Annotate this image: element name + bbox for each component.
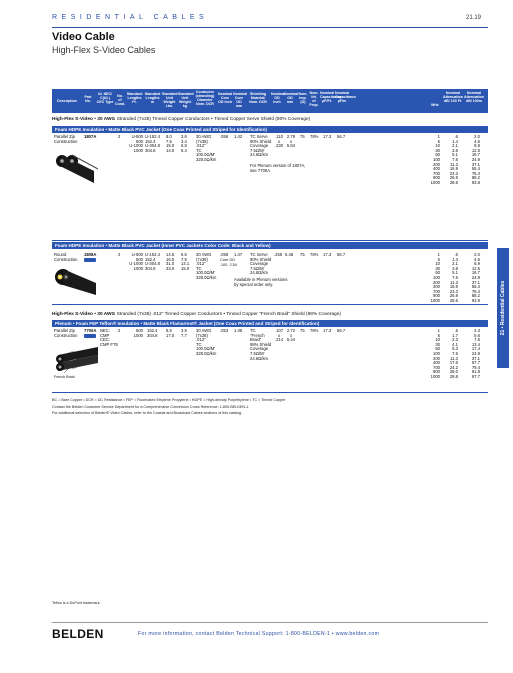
part-number: 1807A — [84, 134, 97, 139]
col-core-od-mm: Nominal Core OD mm — [233, 92, 248, 108]
block-divider — [52, 304, 488, 305]
velocity-prop: 78% — [310, 252, 319, 257]
lengths-m: U-152.4 152.4 U-304.8 304.8 — [145, 134, 160, 153]
section-heading-rest: Stranded (7x38) .012" Tinned Copper Conductors • Tinned Copper "French Braid" Shield (98% Coverage) — [115, 312, 341, 317]
impedance: 75 — [300, 328, 305, 333]
weight-lbs: 14.5 16.5 31.0 33.0 — [166, 252, 175, 271]
cable-illustration — [54, 267, 98, 297]
note: Available in Plenum versions by special order only. — [234, 277, 288, 287]
core-od-inch: .056 — [220, 134, 229, 139]
col-ul-type: UL NEC/ C(UL) CEC Type — [96, 92, 114, 104]
belden-logo: BELDEN — [52, 627, 104, 641]
section-header: RESIDENTIAL CABLES — [52, 14, 209, 21]
availability-tag — [84, 334, 96, 338]
table-header — [52, 89, 488, 113]
impedance: 75 — [300, 252, 305, 257]
col-vel-prop: Nom. Vel. of Prop. — [309, 91, 319, 107]
col-core-od-inch: Nominal Core OD Inch — [218, 92, 233, 104]
product-row-7700A — [52, 329, 488, 379]
weight-kg: 6.6 7.5 14.1 15.0 — [181, 252, 190, 271]
velocity-prop: 78% — [310, 134, 319, 139]
col-part-no: Part No. — [84, 95, 92, 103]
frequency-mhz: 1 5 10 30 50 100 200 400 700 900 1000 — [430, 252, 440, 303]
description: Round Construction — [54, 252, 78, 262]
page-number: 21.19 — [466, 15, 482, 21]
trademark-note: Teflon is a DuPont trademark. — [52, 601, 101, 605]
od-inch: .107 x .214 — [274, 328, 284, 343]
section-side-tab — [497, 248, 509, 368]
section-heading-rest: Stranded (7x38) Tinned Copper Conductors • Tinned Copper Serve Shield (90% Coverage) — [115, 117, 311, 122]
capacitance-pf-m: 56.7 — [337, 134, 346, 139]
col-od-mm: Nominal OD mm — [284, 92, 299, 104]
section-heading — [52, 117, 488, 122]
attenuation-db-100ft: .6 1.4 2.1 3.8 5.1 7.6 11.3 16.9 23.3 26.9 28.6 — [449, 252, 458, 303]
attenuation-db-100m: 2.3 5.6 7.5 13.4 17.4 24.9 37.1 57.7 79.4 91.8 97.7 — [471, 328, 480, 379]
page-title: Video Cable — [52, 31, 115, 43]
conductor-spec: 30 AWG (7x38) .012" TC 100.0Ω/M' 328.0Ω/km — [196, 328, 217, 356]
product-row-1808A — [52, 253, 488, 301]
frequency-mhz: 1 5 10 30 50 100 200 400 700 900 1000 — [430, 134, 440, 185]
core-od-extra: Core OD .100 2.54 — [220, 258, 237, 267]
col-cap-pf-ft: Nominal Capacitance pF/Ft. — [320, 91, 342, 103]
section-heading-bold: High-Flex S-Video • 30 AWG — [52, 312, 116, 317]
conductor-count: 2 — [118, 328, 121, 333]
shielding: TC "French Braid" 98% Shield Coverage 7.5Ω/M' 24.6Ω/km — [250, 328, 272, 361]
capacitance-pf-ft: 17.3 — [323, 328, 332, 333]
col-atten-ft: Nominal Attenuation dB/ 100 Ft. — [443, 91, 463, 103]
section-heading-bold: High-Flex S-Video • 30 AWG — [52, 117, 116, 122]
lengths-ft: U-500 500 U-1000 1000 — [129, 252, 143, 271]
insulation-band: Foam HDPE Insulation • Matte Black PVC Jacket (One Coax Printed and Striped for Identification) — [52, 126, 488, 133]
capacitance-pf-m: 56.7 — [337, 252, 346, 257]
conductor-count: 2 — [118, 134, 121, 139]
attenuation-db-100m: 2.0 4.6 6.9 12.5 16.7 24.9 37.1 55.4 76.4 88.2 93.8 — [471, 134, 480, 185]
footer-rule — [52, 622, 488, 623]
lengths-ft: U-500 500 U-1000 1000 — [129, 134, 143, 153]
od-inch: .110 x .230 — [274, 134, 284, 149]
conductor-spec: 30 AWG (7x38) .012" TC 100.0Ω/M' 328.0Ω/km — [196, 252, 217, 280]
weight-lbs: 8.0 7.5 15.0 14.0 — [166, 134, 175, 153]
core-od-mm: 1.42 — [234, 134, 243, 139]
conductor-spec: 30 AWG (7x38) .012" TC 100.0Ω/M' 328.0Ω/km — [196, 134, 217, 162]
col-length-ft: Standard Lengths Ft. — [126, 92, 143, 104]
col-impedance: Nom. Imp. (Ω) — [298, 92, 308, 104]
col-cap-pf-m: Nominal Capacitance pF/m — [335, 91, 357, 103]
impedance: 75 — [300, 134, 305, 139]
core-od-inch: .058 — [220, 252, 229, 257]
header-rule — [52, 27, 488, 28]
col-weight-kg: Standard Unit Weight kg — [178, 92, 194, 108]
block-divider — [52, 240, 488, 241]
side-tab-label: 21 • Residential Cables — [500, 280, 506, 336]
conductor-count: 2 — [118, 252, 121, 257]
attenuation-db-100ft: .5 1.7 2.3 4.1 5.3 7.6 11.3 17.6 24.2 28.0 29.8 — [449, 328, 458, 379]
col-weight-lbs: Standard Unit Weight Lbs. — [162, 92, 178, 108]
contact-note: Contact the Belden Customer Service Department for a Comprehensive Conversion Cross Reference: 1-800-BELDEN-1. — [52, 405, 250, 409]
col-shielding: Shielding Material/ Nom. DCR — [249, 92, 267, 104]
col-od-inch: Nominal OD Inch — [271, 92, 286, 104]
od-mm: 2.72 x 5.44 — [286, 328, 296, 343]
part-number: 1808A — [84, 252, 97, 257]
insulation-band: Foam HDPE Insulation • Matte Black PVC Jacket (Inner PVC Jackets Color Code: Black and Yellow) — [52, 242, 488, 249]
insulation-band: Plenum • Foam FEP Teflon® Insulation • Matte Black Flamarrest® Jacket (One Coax Printed and Striped for Identification) — [52, 320, 488, 327]
frequency-mhz: 1 5 10 30 50 100 200 400 700 900 1000 — [430, 328, 440, 379]
availability-tag — [84, 258, 96, 262]
od-mm: 6.48 — [285, 252, 294, 257]
description: Parallel Zip Construction — [54, 328, 78, 338]
attenuation-db-100ft: .6 1.4 2.1 3.8 5.1 7.6 11.3 16.9 23.3 26.9 28.6 — [449, 134, 458, 185]
abbreviations-note: BC = Bare Copper • DCR = DC Resistance • FEP = Fluorinated Ethylene Propylene • HDPE = High-density Polyethylene • TC = Tinned Copper — [52, 398, 286, 402]
col-mhz: MHz — [431, 103, 439, 107]
page-subtitle: High-Flex S-Video Cables — [52, 45, 156, 55]
capacitance-pf-ft: 17.3 — [323, 134, 332, 139]
part-number: 7700A — [84, 328, 97, 333]
attenuation-db-100m: 2.0 4.6 6.9 12.5 16.7 24.9 37.1 55.4 76.4 88.2 93.8 — [471, 252, 480, 303]
shielding: TC Serve 90% Shield Coverage 7.5Ω/M' 24.6Ω/km — [250, 252, 272, 276]
lengths-m: 152.4 304.8 — [147, 328, 158, 338]
section-heading — [52, 312, 488, 317]
ul-type: NEC: CMP CEC: CMP FT6 — [100, 328, 118, 347]
capacitance-pf-m: 56.7 — [337, 328, 346, 333]
core-od-mm: 1.35 — [234, 328, 243, 333]
col-atten-m: Nominal Attenuation dB/ 100m — [464, 91, 484, 103]
velocity-prop: 78% — [310, 328, 319, 333]
additional-note: For additional selection of Belden® Video Cables, refer to the Coaxial and Broadcast Cables sections of this catalog. — [52, 411, 243, 415]
weight-kg: 3.6 3.4 6.8 6.4 — [181, 134, 187, 153]
french-braid-label: French Braid — [54, 375, 75, 379]
cable-illustration — [54, 343, 100, 379]
block-divider — [52, 392, 488, 393]
cable-illustration — [54, 149, 98, 189]
footer-contact: For more information, contact Belden Technical Support: 1-800-BELDEN-1 • www.belden.com — [138, 631, 380, 637]
product-row-1807A — [52, 135, 488, 240]
col-conductor: Conductor (stranding) Diameter Nom. DCR — [195, 90, 215, 106]
description: Parallel Zip Construction — [54, 134, 78, 144]
col-description: Description — [57, 99, 77, 103]
shielding: TC Serve 90% Shield Coverage 7.5Ω/M' 24.6Ω/km — [250, 134, 272, 158]
weight-lbs: 8.5 17.0 — [166, 328, 175, 338]
capacitance-pf-ft: 17.3 — [323, 252, 332, 257]
lengths-ft: 500 1000 — [133, 328, 143, 338]
weight-kg: 3.9 7.7 — [181, 328, 187, 338]
col-cond: No. of Cond. — [115, 94, 126, 106]
note: For Plenum version of 1807A, see 7700A. — [250, 163, 306, 173]
od-inch: .255 — [274, 252, 283, 257]
od-mm: 2.79 x 5.84 — [286, 134, 296, 149]
core-od-mm: 1.47 — [234, 252, 243, 257]
lengths-m: U-152.4 152.4 U-304.8 304.8 — [145, 252, 160, 271]
core-od-inch: .053 — [220, 328, 229, 333]
col-length-m: Standard Lengths m — [144, 92, 161, 104]
